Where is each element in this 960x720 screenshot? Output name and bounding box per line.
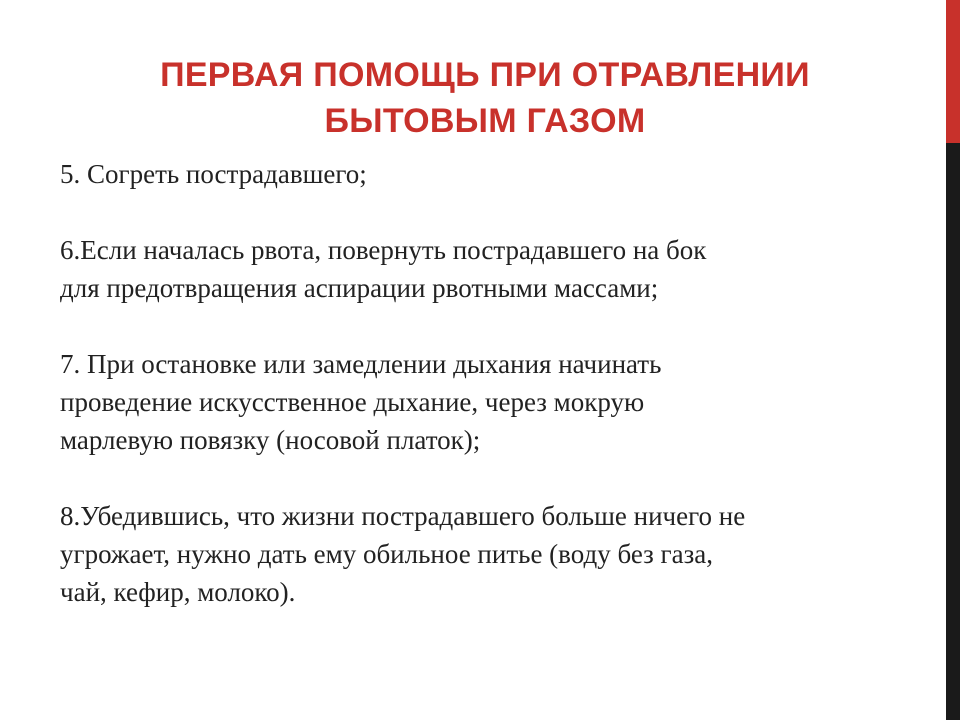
paragraph-line: 7. При остановке или замедлении дыхания начинать xyxy=(60,349,662,379)
slide-title-line-1: ПЕРВАЯ ПОМОЩЬ ПРИ ОТРАВЛЕНИИ xyxy=(160,56,810,94)
step-8-paragraph xyxy=(60,497,900,611)
paragraph-line: 5. Согреть пострадавшего; xyxy=(60,159,367,189)
paragraph-line: чай, кефир, молоко). xyxy=(60,577,296,607)
slide-body xyxy=(60,155,900,649)
side-accent-bar-dark xyxy=(946,143,960,720)
paragraph-line: проведение искусственное дыхание, через мокрую xyxy=(60,387,645,417)
paragraph-line: 6.Если началась рвота, повернуть пострадавшего на бок xyxy=(60,235,707,265)
side-accent-bar-red xyxy=(946,0,960,143)
paragraph-line: марлевую повязку (носовой платок); xyxy=(60,425,481,455)
slide-title-line-2: БЫТОВЫМ ГАЗОМ xyxy=(324,102,646,140)
step-7-paragraph xyxy=(60,345,900,459)
slide-title xyxy=(60,52,910,144)
paragraph-line: 8.Убедившись, что жизни пострадавшего больше ничего не xyxy=(60,501,746,531)
paragraph-line: угрожает, нужно дать ему обильное питье (воду без газа, xyxy=(60,539,714,569)
step-5-paragraph xyxy=(60,155,900,193)
step-6-paragraph xyxy=(60,231,900,307)
paragraph-line: для предотвращения аспирации рвотными массами; xyxy=(60,273,659,303)
